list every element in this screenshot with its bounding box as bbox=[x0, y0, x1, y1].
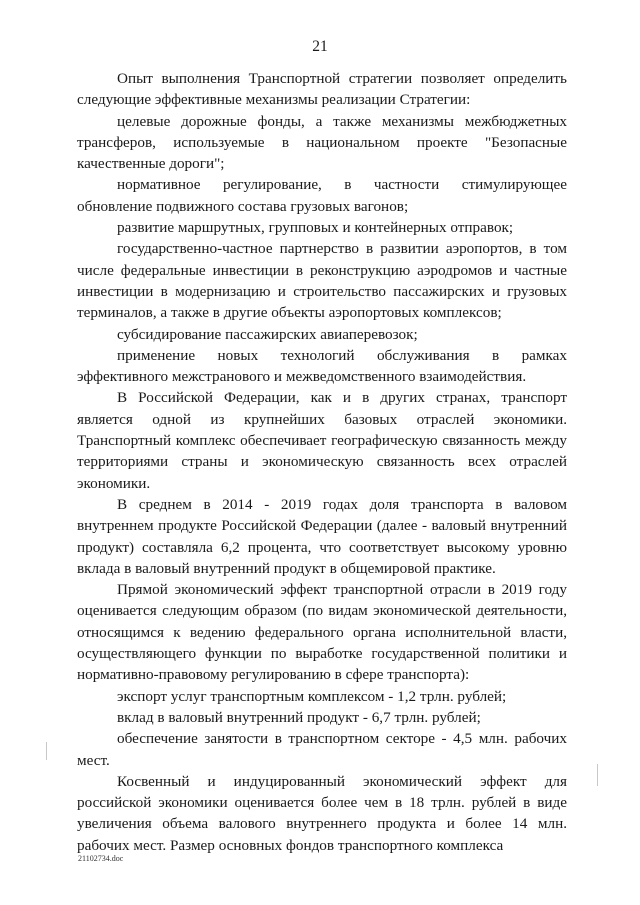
paragraph: субсидирование пассажирских авиаперевозок; bbox=[117, 325, 418, 343]
paragraph: целевые дорожные фонды, а также механизмы межбюджетных трансферов, используемые в национальном проекте "Безопасные качественные дороги"; bbox=[77, 112, 567, 173]
paragraph: нормативное регулирование, в частности стимулирующее обновление подвижного состава грузовых вагонов; bbox=[77, 176, 567, 215]
paragraph: В Российской Федерации, как и в других странах, транспорт является одной из крупнейших базовых отраслей экономики. Транспортный комплекс обеспечивает географическую связанность между территориями страны и экономическую связанность всех отраслей экономики. bbox=[77, 389, 567, 492]
document-body bbox=[77, 68, 567, 856]
paragraph: вклад в валовый внутренний продукт - 6,7 трлн. рублей; bbox=[117, 708, 481, 726]
paragraph: государственно-частное партнерство в развитии аэропортов, в том числе федеральные инвестиции в реконструкцию аэродромов и частные инвестиции в модернизацию и строительство пассажирских и грузовых терминалов, а также в другие объекты аэропортовых комплексов; bbox=[77, 240, 567, 322]
page-number: 21 bbox=[312, 38, 328, 55]
paragraph: В среднем в 2014 - 2019 годах доля транспорта в валовом внутреннем продукте Российской Федерации (далее - валовый внутренний продукт) составляла 6,2 процента, что соответствует высокому уровню вклада в валовый внутренний продукт в общемировой практике. bbox=[77, 495, 567, 577]
paragraph: Прямой экономический эффект транспортной отрасли в 2019 году оценивается следующим образом (по видам экономической деятельности, относящимся к ведению федерального органа исполнительной власти, осуществляющего функции по выработке государственной политики и нормативно-правовому регулированию в сфере транспорта): bbox=[77, 581, 567, 684]
paragraph: развитие маршрутных, групповых и контейнерных отправок; bbox=[117, 219, 514, 237]
paragraph: Опыт выполнения Транспортной стратегии позволяет определить следующие эффективные механизмы реализации Стратегии: bbox=[77, 70, 567, 109]
footer-filename: 21102734.doc bbox=[78, 854, 124, 863]
scan-artifact-line bbox=[597, 764, 598, 786]
paragraph: Косвенный и индуцированный экономический эффект для российской экономики оценивается более чем в 18 трлн. рублей в виде увеличения объема валового внутреннего продукта и более 14 млн. рабочих мест. Размер основных фондов транспортного комплекса bbox=[77, 772, 567, 854]
paragraph: экспорт услуг транспортным комплексом - 1,2 трлн. рублей; bbox=[117, 687, 507, 705]
paragraph: применение новых технологий обслуживания в рамках эффективного межстранового и межведомственного взаимодействия. bbox=[77, 346, 567, 386]
scan-artifact-line bbox=[46, 742, 47, 760]
paragraph: обеспечение занятости в транспортном секторе - 4,5 млн. рабочих мест. bbox=[77, 730, 567, 769]
